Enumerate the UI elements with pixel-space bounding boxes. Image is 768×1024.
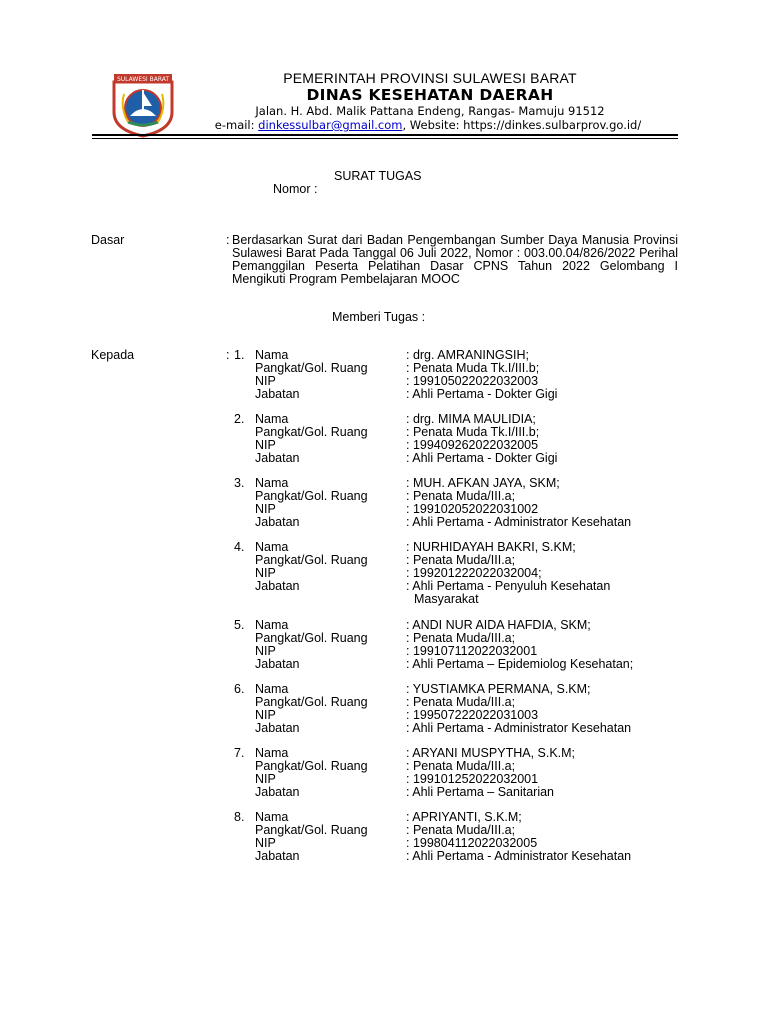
header-rule-thin [92, 138, 678, 139]
nip-value: : 199804112022032005 [406, 836, 538, 850]
nama-value: : drg. MIMA MAULIDIA; [406, 412, 536, 426]
email-link[interactable]: dinkessulbar@gmail.com [258, 118, 403, 132]
kepada-colon: : [226, 348, 230, 362]
jabatan-label: Jabatan [255, 451, 300, 465]
nip-value: : 199101252022032001 [406, 772, 539, 786]
dasar-colon: : [226, 233, 230, 247]
nama-value: : MUH. AFKAN JAYA, SKM; [406, 476, 560, 490]
jabatan-value-continued: Masyarakat [414, 592, 479, 606]
pangkat-value: : Penata Muda Tk.I/III.b; [406, 425, 540, 439]
assignee-entry [0, 413, 768, 473]
jabatan-label: Jabatan [255, 579, 300, 593]
nip-label: NIP [255, 566, 276, 580]
nip-label: NIP [255, 644, 276, 658]
jabatan-value: : Ahli Pertama - Administrator Kesehatan [406, 515, 632, 529]
nama-label: Nama [255, 618, 289, 632]
kepada-label: Kepada [91, 348, 135, 362]
assignee-entry [0, 540, 768, 606]
nip-value: : 199409262022032005 [406, 438, 539, 452]
nama-value: : ARYANI MUSPYTHA, S.K.M; [406, 746, 576, 760]
nama-value: : NURHIDAYAH BAKRI, S.KM; [406, 540, 576, 554]
assignee-number: 6. [234, 682, 245, 696]
assignee-number: 2. [234, 412, 245, 426]
nama-value: : ANDI NUR AIDA HAFDIA, SKM; [406, 618, 591, 632]
assignee-number: 3. [234, 476, 245, 490]
agency-name: DINAS KESEHATAN DAERAH [306, 86, 554, 104]
nama-label: Nama [255, 412, 289, 426]
nip-label: NIP [255, 708, 276, 722]
nip-label: NIP [255, 502, 276, 516]
pangkat-value: : Penata Muda/III.a; [406, 823, 516, 837]
jabatan-value: : Ahli Pertama – Sanitarian [406, 785, 554, 799]
jabatan-value: : Ahli Pertama - Penyuluh Kesehatan [406, 579, 611, 593]
nip-label: NIP [255, 438, 276, 452]
jabatan-value: : Ahli Pertama - Administrator Kesehatan [406, 721, 632, 735]
assignee-entry [0, 811, 768, 871]
dasar-label: Dasar [91, 233, 125, 247]
jabatan-value: : Ahli Pertama - Dokter Gigi [406, 387, 558, 401]
nip-label: NIP [255, 836, 276, 850]
nomor-label: Nomor : [273, 182, 318, 196]
nama-label: Nama [255, 540, 289, 554]
assignee-entry [0, 349, 768, 409]
pangkat-value: : Penata Muda/III.a; [406, 695, 516, 709]
assignee-entry [0, 683, 768, 743]
jabatan-value: : Ahli Pertama – Epidemiolog Kesehatan; [406, 657, 634, 671]
pangkat-label: Pangkat/Gol. Ruang [255, 553, 368, 567]
assignee-entry [0, 747, 768, 807]
nip-value: : 199507222022031003 [406, 708, 539, 722]
assignee-entry [0, 477, 768, 537]
jabatan-label: Jabatan [255, 387, 300, 401]
jabatan-label: Jabatan [255, 515, 300, 529]
website-text: , Website: https://dinkes.sulbarprov.go.id/ [402, 118, 642, 132]
nip-value: : 199102052022031002 [406, 502, 539, 516]
pangkat-value: : Penata Muda/III.a; [406, 759, 516, 773]
nama-value: : drg. AMRANINGSIH; [406, 348, 529, 362]
document-title: SURAT TUGAS [334, 169, 422, 183]
header-rule-thick [92, 134, 678, 136]
nama-label: Nama [255, 348, 289, 362]
nama-label: Nama [255, 810, 289, 824]
assignee-number: 7. [234, 746, 245, 760]
pangkat-label: Pangkat/Gol. Ruang [255, 823, 368, 837]
assignee-number: 5. [234, 618, 245, 632]
nama-label: Nama [255, 476, 289, 490]
nip-label: NIP [255, 772, 276, 786]
pangkat-label: Pangkat/Gol. Ruang [255, 759, 368, 773]
pangkat-label: Pangkat/Gol. Ruang [255, 695, 368, 709]
jabatan-label: Jabatan [255, 849, 300, 863]
nip-value: : 199201222022032004; [406, 566, 542, 580]
pangkat-label: Pangkat/Gol. Ruang [255, 631, 368, 645]
pangkat-value: : Penata Muda/III.a; [406, 631, 516, 645]
pangkat-value: : Penata Muda Tk.I/III.b; [406, 361, 540, 375]
assignee-number: 4. [234, 540, 245, 554]
nip-value: : 199107112022032001 [406, 644, 538, 658]
pangkat-label: Pangkat/Gol. Ruang [255, 425, 368, 439]
nama-value: : APRIYANTI, S.K.M; [406, 810, 522, 824]
government-name: PEMERINTAH PROVINSI SULAWESI BARAT [283, 70, 577, 86]
pangkat-value: : Penata Muda/III.a; [406, 553, 516, 567]
assignee-number: 8. [234, 810, 245, 824]
assignee-entry [0, 619, 768, 679]
letterhead-text [150, 70, 710, 132]
jabatan-label: Jabatan [255, 657, 300, 671]
jabatan-value: : Ahli Pertama - Administrator Kesehatan [406, 849, 632, 863]
dasar-text: Berdasarkan Surat dari Badan Pengembangan Sumber Daya Manusia Provinsi Sulawesi Barat Pada Tanggal 06 Juli 2022, Nomor : 003.00.04/826/2022 Perihal Pemanggilan Peserta Pelatihan Dasar CPNS Tahun 2022 Gelombang I Mengikuti Program Pembelajaran MOOC [232, 233, 678, 286]
nip-label: NIP [255, 374, 276, 388]
memberi-tugas-heading: Memberi Tugas : [332, 310, 426, 324]
pangkat-label: Pangkat/Gol. Ruang [255, 489, 368, 503]
nama-label: Nama [255, 746, 289, 760]
jabatan-value: : Ahli Pertama - Dokter Gigi [406, 451, 558, 465]
nama-label: Nama [255, 682, 289, 696]
nama-value: : YUSTIAMKA PERMANA, S.KM; [406, 682, 591, 696]
pangkat-label: Pangkat/Gol. Ruang [255, 361, 368, 375]
letterhead [0, 0, 768, 140]
email-prefix: e-mail: [214, 118, 259, 132]
pangkat-value: : Penata Muda/III.a; [406, 489, 516, 503]
logo-caption: SULAWESI BARAT [116, 76, 170, 83]
nip-value: : 199105022022032003 [406, 374, 539, 388]
contact-line [146, 118, 710, 132]
jabatan-label: Jabatan [255, 721, 300, 735]
assignee-number: 1. [234, 348, 245, 362]
jabatan-label: Jabatan [255, 785, 300, 799]
address-line: Jalan. H. Abd. Malik Pattana Endeng, Rangas- Mamuju 91512 [255, 104, 605, 118]
